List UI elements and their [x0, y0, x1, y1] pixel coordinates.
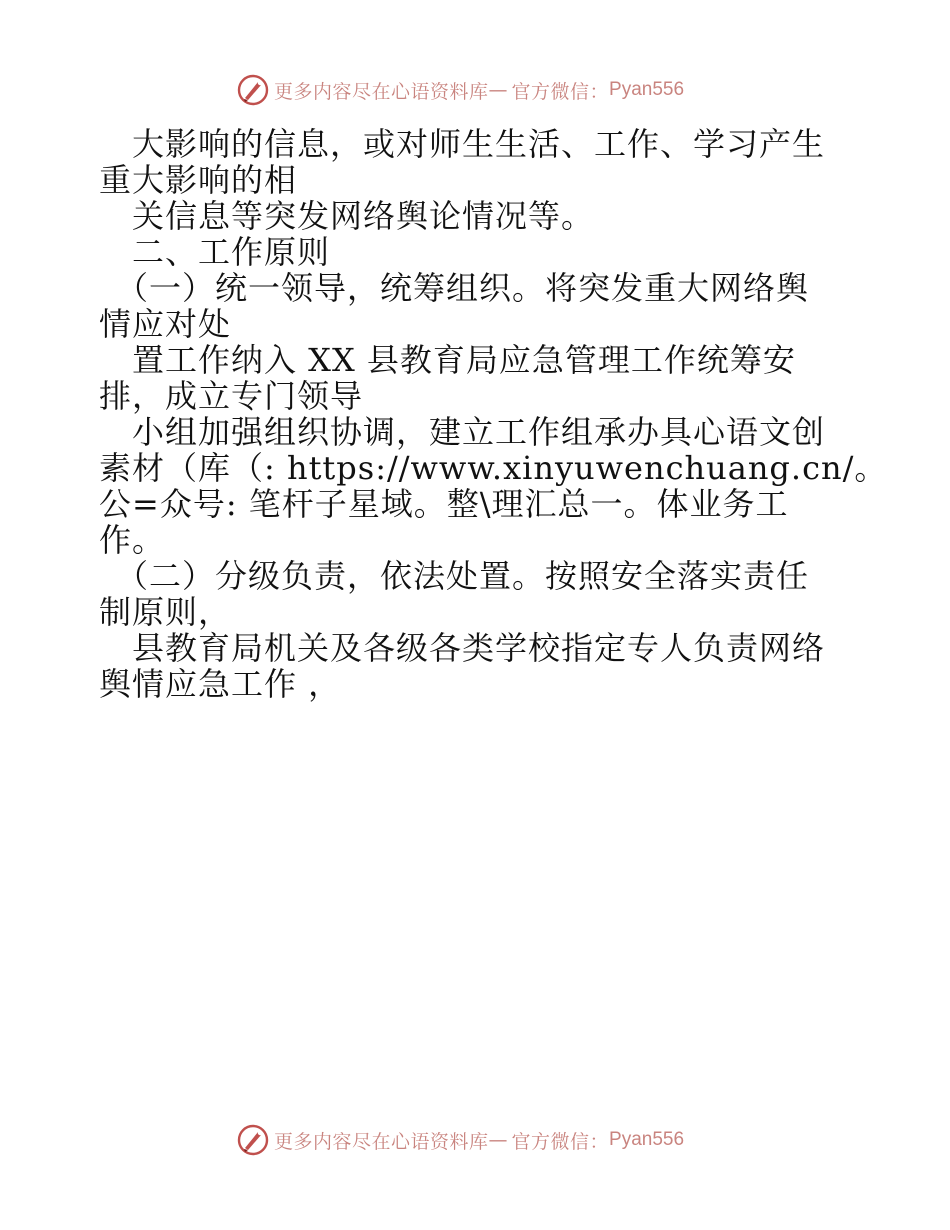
watermark-separator: — [488, 79, 508, 101]
text-line: 小组加强组织协调，建立工作组承办具心语文创 [99, 413, 826, 451]
text-line: 二、工作原则 [99, 233, 331, 271]
watermark-wechat-label: 官方微信： [511, 1130, 610, 1153]
header-watermark [236, 73, 756, 107]
text-line: 排，成立专门领导 [99, 377, 364, 415]
watermark-separator: — [488, 1129, 508, 1151]
text-line: 县教育局机关及各级各类学校指定专人负责网络 [99, 629, 826, 667]
text-line: 作。 [99, 521, 166, 559]
footer-watermark [236, 1123, 756, 1157]
text-line: （二）分级负责，依法处置。按照安全落实责任 [99, 557, 810, 595]
text-line: 情应对处 [99, 305, 232, 343]
text-line: （一）统一领导，统筹组织。将突发重大网络舆 [99, 269, 810, 307]
body-text [99, 125, 888, 703]
text-line: 置工作纳入 XX 县教育局应急管理工作统筹安 [99, 341, 796, 379]
text-line: 制原则， [99, 593, 232, 631]
text-line: 重大影响的相 [99, 161, 298, 199]
watermark-text: 更多内容尽在心语资料库 [274, 1130, 489, 1153]
watermark-wechat-label: 官方微信： [511, 80, 610, 103]
quill-pen-logo-icon [236, 73, 270, 107]
watermark-wechat-id: Pyan556 [609, 1129, 685, 1150]
text-line: 素材（库（: https://www.xinyuwenchuang.cn/。 [99, 449, 888, 487]
text-line: 关信息等突发网络舆论情况等。 [99, 197, 595, 235]
watermark-wechat-id: Pyan556 [609, 79, 685, 100]
quill-pen-logo-icon [236, 1123, 270, 1157]
text-line: 舆情应急工作 ， [99, 665, 342, 703]
text-line: 大影响的信息，或对师生生活、工作、学习产生 [99, 125, 826, 163]
text-line: 公=众号: 笔杆子星域。整\理汇总一。体业务工 [99, 485, 789, 523]
watermark-text: 更多内容尽在心语资料库 [274, 80, 489, 103]
